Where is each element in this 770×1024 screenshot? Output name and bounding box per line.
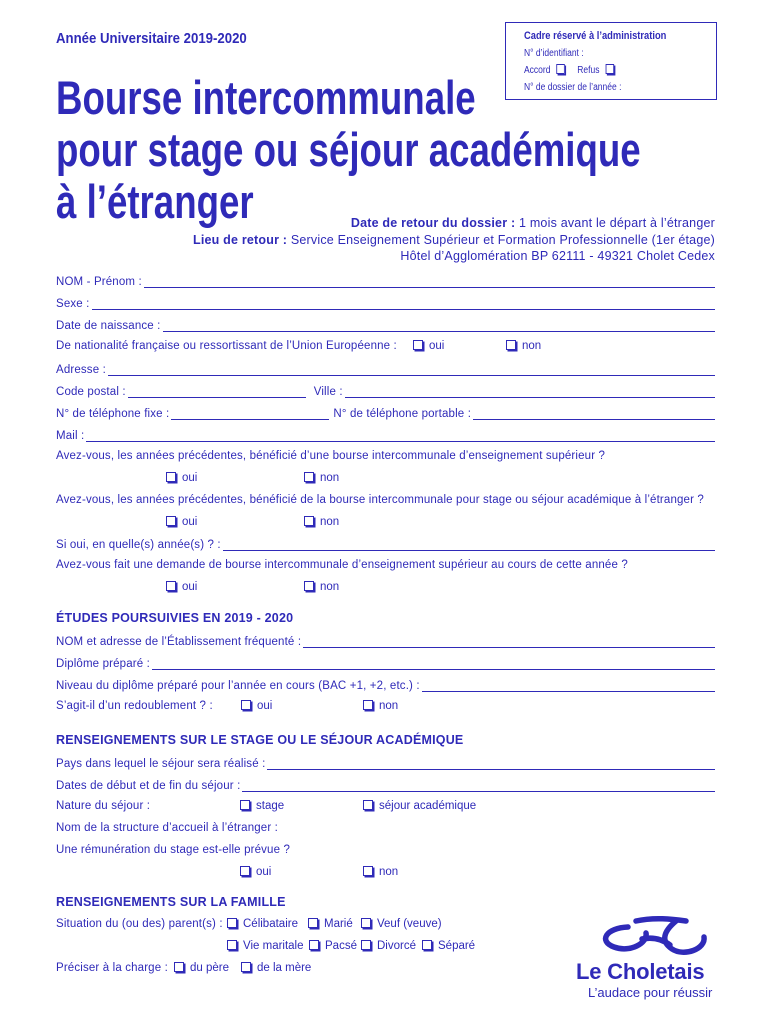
charge-pere[interactable]: du père [174, 962, 229, 974]
checkbox-icon[interactable] [422, 940, 432, 950]
q1-oui[interactable]: oui [166, 472, 197, 484]
dates-row: Dates de début et de fin du séjour : [56, 778, 715, 794]
checkbox-icon[interactable] [240, 866, 250, 876]
remuneration-oui[interactable]: oui [240, 866, 271, 878]
admin-file-label: N° de dossier de l’année : [524, 82, 622, 93]
checkbox-icon[interactable] [363, 866, 373, 876]
return-place: Lieu de retour : Service Enseignement Supérieur et Formation Professionnelle (1er étage) [192, 233, 715, 247]
host-structure-label: Nom de la structure d’accueil à l’étranger : [56, 822, 279, 834]
nationality-non[interactable]: non [506, 340, 541, 352]
return-date: Date de retour du dossier : 1 mois avant le départ à l’étranger [350, 216, 715, 230]
page-title: Bourse intercommunale pour stage ou séjour académique à l’étranger [56, 71, 641, 228]
country-row: Pays dans lequel le séjour sera réalisé : [56, 756, 715, 772]
nationality-label: De nationalité française ou ressortissant de l’Union Européenne : [56, 340, 397, 352]
logo-mark-icon [576, 915, 736, 959]
checkbox-icon[interactable] [166, 581, 176, 591]
checkbox-icon[interactable] [241, 962, 251, 972]
dates-field[interactable] [242, 779, 715, 792]
institution-field[interactable] [303, 635, 715, 648]
checkbox-icon[interactable] [309, 940, 319, 950]
checkbox-icon[interactable] [304, 581, 314, 591]
admin-id-label: N° d’identifiant : [524, 48, 584, 59]
checkbox-icon[interactable] [166, 472, 176, 482]
level-row: Niveau du diplôme préparé pour l’année en cours (BAC +1, +2, etc.) : [56, 678, 715, 694]
q3-oui[interactable]: oui [166, 581, 197, 593]
birthdate-row: Date de naissance : [56, 318, 715, 334]
checkbox-icon[interactable] [506, 340, 516, 350]
checkbox-icon[interactable] [227, 918, 237, 928]
address-field[interactable] [108, 363, 715, 376]
mail-field[interactable] [86, 429, 715, 442]
landline-field[interactable] [171, 407, 329, 420]
question-3: Avez-vous fait une demande de bourse intercommunale d’enseignement supérieur au cours de cette année ? [56, 559, 628, 571]
checkbox-icon[interactable] [361, 918, 371, 928]
section-internship-title: RENSEIGNEMENTS SUR LE STAGE OU LE SÉJOUR ACADÉMIQUE [56, 733, 464, 747]
checkbox-icon[interactable] [361, 940, 371, 950]
repeat-oui[interactable]: oui [241, 700, 272, 712]
remuneration-non[interactable]: non [363, 866, 398, 878]
parents-situation-label: Situation du (ou des) parent(s) : [56, 918, 223, 930]
q1-non[interactable]: non [304, 472, 339, 484]
phone-row: N° de téléphone fixe : N° de téléphone portable : [56, 406, 715, 422]
postal-code-field[interactable] [128, 385, 306, 398]
level-field[interactable] [422, 679, 715, 692]
checkbox-icon[interactable] [174, 962, 184, 972]
name-row: NOM - Prénom : [56, 274, 715, 290]
checkbox-icon[interactable] [304, 516, 314, 526]
dependent-label: Préciser à la charge : [56, 962, 168, 974]
nature-label: Nature du séjour : [56, 800, 151, 812]
situation-celibataire[interactable]: Célibataire [227, 918, 298, 930]
mail-row: Mail : [56, 428, 715, 444]
academic-year: Année Universitaire 2019-2020 [56, 30, 247, 47]
years-field[interactable] [223, 538, 715, 551]
checkbox-icon[interactable] [240, 800, 250, 810]
q2-oui[interactable]: oui [166, 516, 197, 528]
charge-mere[interactable]: de la mère [241, 962, 311, 974]
remuneration-label: Une rémunération du stage est-elle prévue ? [56, 844, 291, 856]
admin-box-title: Cadre réservé à l’administration [524, 30, 667, 42]
admin-decision: Accord Refus [524, 62, 687, 79]
address-row: Adresse : [56, 362, 715, 378]
country-field[interactable] [267, 757, 715, 770]
checkbox-icon[interactable] [363, 800, 373, 810]
situation-marie[interactable]: Marié [308, 918, 353, 930]
diploma-row: Diplôme préparé : [56, 656, 715, 672]
repeat-non[interactable]: non [363, 700, 398, 712]
institution-row: NOM et adresse de l’Établissement fréquenté : [56, 634, 715, 650]
section-family-title: RENSEIGNEMENTS SUR LA FAMILLE [56, 895, 286, 909]
situation-separe[interactable]: Séparé [422, 940, 475, 952]
checkbox-icon[interactable] [241, 700, 251, 710]
nature-stage[interactable]: stage [240, 800, 284, 812]
city-field[interactable] [345, 385, 715, 398]
le-choletais-logo [576, 915, 736, 1005]
section-studies-title: ÉTUDES POURSUIVIES EN 2019 - 2020 [56, 611, 294, 625]
nationality-oui[interactable]: oui [413, 340, 444, 352]
checkbox-icon[interactable] [304, 472, 314, 482]
logo-name: Le Choletais [576, 959, 705, 984]
question-1: Avez-vous, les années précédentes, bénéficié d’une bourse intercommunale d’enseignement supérieur ? [56, 450, 606, 462]
sex-field[interactable] [92, 297, 715, 310]
mobile-field[interactable] [473, 407, 715, 420]
diploma-field[interactable] [152, 657, 715, 670]
situation-vie-maritale[interactable]: Vie maritale [227, 940, 304, 952]
name-field[interactable] [144, 275, 715, 288]
q3-non[interactable]: non [304, 581, 339, 593]
logo-slogan: L’audace pour réussir [588, 985, 713, 1000]
question-2: Avez-vous, les années précédentes, bénéficié de la bourse intercommunale pour stage ou séjour académique à l’étranger ? [56, 494, 704, 506]
checkbox-icon[interactable] [308, 918, 318, 928]
situation-veuf[interactable]: Veuf (veuve) [361, 918, 442, 930]
situation-pacse[interactable]: Pacsé [309, 940, 357, 952]
sex-row: Sexe : [56, 296, 715, 312]
postal-city-row: Code postal : Ville : [56, 384, 715, 400]
nature-academic[interactable]: séjour académique [363, 800, 476, 812]
situation-divorce[interactable]: Divorcé [361, 940, 416, 952]
repeat-label: S’agit-il d’un redoublement ? : [56, 700, 213, 712]
return-address: Hôtel d’Agglomération BP 62111 - 49321 Cholet Cedex [400, 249, 715, 263]
checkbox-icon[interactable] [166, 516, 176, 526]
checkbox-icon[interactable] [227, 940, 237, 950]
checkbox-icon[interactable] [413, 340, 423, 350]
birthdate-field[interactable] [163, 319, 716, 332]
q2-non[interactable]: non [304, 516, 339, 528]
years-row: Si oui, en quelle(s) année(s) ? : [56, 537, 715, 553]
checkbox-icon[interactable] [363, 700, 373, 710]
